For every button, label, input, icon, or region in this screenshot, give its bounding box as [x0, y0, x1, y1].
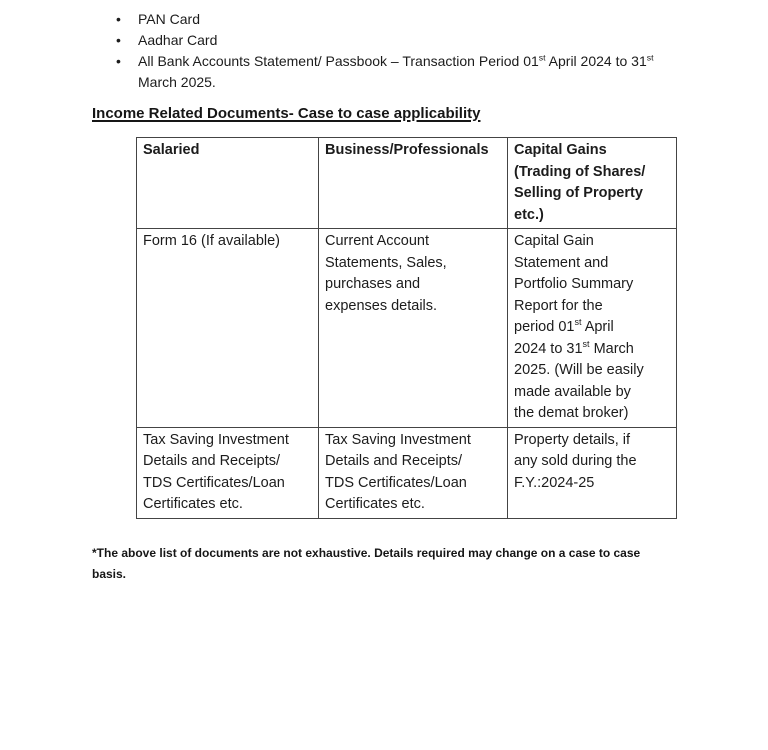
bullet-list — [115, 9, 750, 93]
footnote — [92, 543, 640, 585]
income-documents-table — [136, 137, 677, 519]
header-cell-business-professionals — [319, 138, 508, 229]
cell-text-line: purchases and — [325, 276, 421, 292]
cell-capital-gain-statement — [508, 229, 677, 428]
bullet-text: PAN Card — [138, 11, 200, 27]
cell-text-line: made available by — [514, 383, 631, 400]
bullet-item-pan-card — [115, 9, 750, 30]
bullet-icon: • — [116, 11, 121, 27]
cell-text-line: Tax Saving Investment — [143, 431, 289, 448]
cell-salaried-form16 — [137, 229, 319, 428]
table-row-tax-saving — [137, 427, 677, 518]
cell-text-line: Property details, if — [514, 431, 631, 448]
cell-business-tax-saving — [319, 427, 508, 518]
bullet-text: All Bank Accounts Statement/ Passbook – Transaction Period 01 — [138, 53, 539, 69]
header-label-line: Selling of Property — [514, 185, 643, 201]
ordinal-superscript: st — [574, 317, 582, 328]
header-label-line: (Trading of Shares/ — [514, 163, 646, 180]
bullet-text: March 2025. — [138, 74, 216, 90]
footnote-line: *The above list of documents are not exhaustive. Details required may change on a case to case — [92, 546, 641, 560]
cell-text-line: Portfolio Summary — [514, 276, 634, 292]
cell-text-line: TDS Certificates/Loan — [325, 474, 467, 491]
ordinal-superscript: st — [538, 52, 546, 63]
table-row-income-proof — [137, 229, 677, 428]
table-header-row — [137, 138, 677, 229]
cell-text-line: Report for the — [514, 297, 603, 314]
cell-text: Form 16 (If available) — [143, 233, 280, 249]
header-label: Salaried — [143, 142, 200, 158]
cell-text-line: any sold during the — [514, 453, 637, 469]
cell-text: period 01 — [514, 319, 575, 335]
cell-text-line: Capital Gain — [514, 233, 594, 249]
cell-text: 2024 to 31 — [514, 340, 583, 357]
cell-text-line: Details and Receipts/ — [325, 453, 463, 469]
header-cell-salaried — [137, 138, 319, 229]
cell-text-line: F.Y.:2024-25 — [514, 474, 595, 491]
bullet-item-bank-statements — [115, 51, 750, 93]
bullet-text: Aadhar Card — [138, 32, 218, 48]
cell-text-line: Tax Saving Investment — [325, 431, 471, 448]
header-label-line: etc.) — [514, 206, 544, 223]
ordinal-superscript: st — [582, 338, 590, 349]
bullet-icon: • — [116, 32, 121, 48]
bullet-item-aadhar-card — [115, 30, 750, 51]
cell-text: April — [581, 319, 614, 335]
header-label-line: Capital Gains — [514, 142, 607, 158]
cell-text-line: the demat broker) — [514, 405, 629, 421]
cell-text-line: Details and Receipts/ — [143, 453, 281, 469]
header-cell-capital-gains — [508, 138, 677, 229]
footnote-line: basis. — [92, 567, 127, 581]
cell-capital-property-details — [508, 427, 677, 518]
cell-text: March — [589, 340, 634, 357]
cell-salaried-tax-saving — [137, 427, 319, 518]
cell-text-line: Certificates etc. — [143, 496, 243, 512]
cell-text-line: Current Account — [325, 233, 429, 249]
cell-text-line: TDS Certificates/Loan — [143, 474, 285, 491]
bullet-icon: • — [116, 53, 121, 69]
cell-text-line: Statements, Sales, — [325, 254, 447, 271]
cell-text-line: Statement and — [514, 254, 609, 271]
cell-text-line — [514, 317, 670, 339]
ordinal-superscript: st — [646, 52, 654, 63]
bullet-text: April 2024 to 31 — [545, 53, 647, 69]
section-heading: Income Related Documents- Case to case applicability — [92, 105, 481, 122]
cell-business-account-statements — [319, 229, 508, 428]
cell-text-line: expenses details. — [325, 297, 438, 314]
cell-text-line: 2025. (Will be easily — [514, 362, 644, 378]
header-label: Business/Professionals — [325, 142, 489, 158]
cell-text-line: Certificates etc. — [325, 496, 425, 512]
cell-text-line — [514, 339, 670, 361]
